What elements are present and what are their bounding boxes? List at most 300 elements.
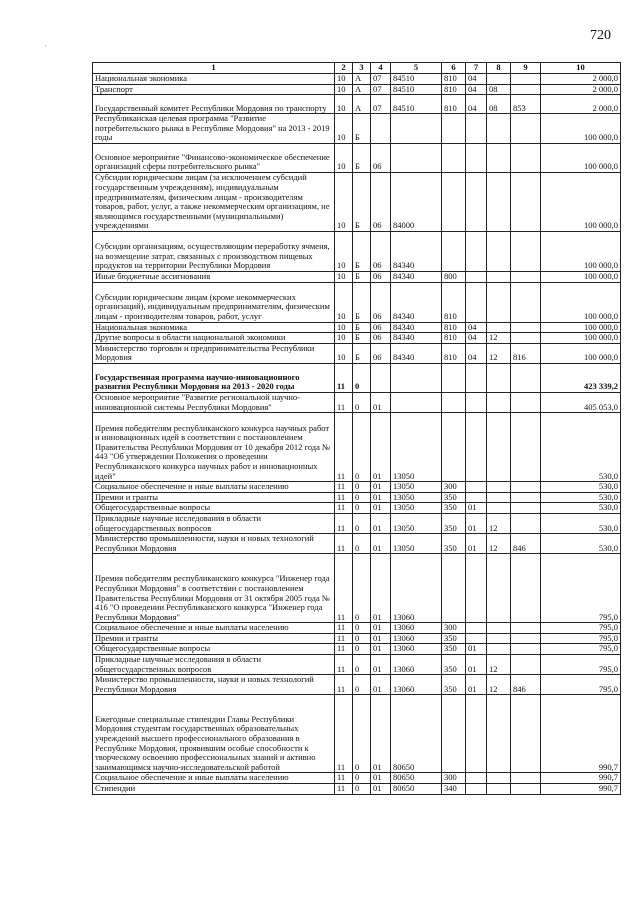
code-cell: Б xyxy=(353,282,371,322)
table-row xyxy=(93,74,621,85)
amount-cell: 795,0 xyxy=(541,644,621,655)
code-cell: 0 xyxy=(353,482,371,493)
code-cell: 0 xyxy=(353,644,371,655)
table-row xyxy=(93,655,621,675)
code-cell: 11 xyxy=(335,554,353,623)
code-cell: 04 xyxy=(466,74,487,85)
amount-cell: 2 000,0 xyxy=(541,74,621,85)
code-cell: 07 xyxy=(371,84,391,95)
code-cell: 300 xyxy=(442,482,466,493)
code-cell xyxy=(487,282,511,322)
code-cell: 13060 xyxy=(391,633,442,644)
code-cell: 810 xyxy=(442,95,466,114)
code-cell xyxy=(511,655,541,675)
code-cell: 13060 xyxy=(391,655,442,675)
code-cell xyxy=(487,633,511,644)
code-cell xyxy=(466,413,487,482)
code-cell: 350 xyxy=(442,503,466,514)
code-cell xyxy=(466,172,487,231)
code-cell: 80650 xyxy=(391,773,442,784)
code-cell: 13050 xyxy=(391,492,442,503)
code-cell: 04 xyxy=(466,322,487,333)
code-cell xyxy=(487,363,511,392)
table-row xyxy=(93,322,621,333)
table-header-row xyxy=(93,63,621,74)
code-cell: 11 xyxy=(335,623,353,634)
row-name-cell: Прикладные научные исследования в области общегосударственных вопросов xyxy=(93,513,335,533)
amount-cell: 100 000,0 xyxy=(541,343,621,363)
code-cell xyxy=(487,392,511,412)
code-cell: 13060 xyxy=(391,623,442,634)
row-name-cell: Субсидии организациям, осуществляющим переработку ячменя, на возмещение затрат, связанных с производством пищевых продуктов на территории Республики Мордовия xyxy=(93,231,335,271)
code-cell: 11 xyxy=(335,784,353,795)
code-cell: 300 xyxy=(442,623,466,634)
code-cell xyxy=(511,74,541,85)
code-cell: 04 xyxy=(466,333,487,344)
code-cell: 84340 xyxy=(391,231,442,271)
code-cell: 11 xyxy=(335,655,353,675)
code-cell: 13050 xyxy=(391,482,442,493)
amount-cell: 100 000,0 xyxy=(541,172,621,231)
code-cell xyxy=(487,784,511,795)
code-cell: 84340 xyxy=(391,343,442,363)
code-cell: 0 xyxy=(353,633,371,644)
code-cell: 01 xyxy=(371,413,391,482)
code-cell xyxy=(511,271,541,282)
row-name-cell: Премия победителям республиканского конкурса "Инженер года Республики Мордовия" в соответствии с постановлением Правительства Республики Мордовия от 31 октября 2005 года № 416 "О проведении Республиканского конкурса "Инженер года Республики Мордовия" xyxy=(93,554,335,623)
code-cell xyxy=(466,271,487,282)
table-row xyxy=(93,554,621,623)
code-cell: 340 xyxy=(442,784,466,795)
code-cell: 0 xyxy=(353,413,371,482)
code-cell xyxy=(391,143,442,172)
code-cell: 350 xyxy=(442,492,466,503)
code-cell: 01 xyxy=(371,675,391,695)
code-cell: 11 xyxy=(335,633,353,644)
table-row xyxy=(93,784,621,795)
code-cell xyxy=(466,143,487,172)
budget-table xyxy=(92,62,621,795)
row-name-cell: Другие вопросы в области национальной экономики xyxy=(93,333,335,344)
table-row xyxy=(93,84,621,95)
code-cell xyxy=(466,482,487,493)
code-cell xyxy=(511,503,541,514)
code-cell: 84510 xyxy=(391,84,442,95)
code-cell xyxy=(466,231,487,271)
code-cell xyxy=(487,695,511,773)
code-cell: 11 xyxy=(335,695,353,773)
code-cell: 350 xyxy=(442,644,466,655)
code-cell: 08 xyxy=(487,84,511,95)
code-cell: 846 xyxy=(511,534,541,554)
code-cell: 11 xyxy=(335,503,353,514)
code-cell xyxy=(511,633,541,644)
code-cell: 810 xyxy=(442,74,466,85)
code-cell: 01 xyxy=(466,503,487,514)
row-name-cell: Субсидии юридическим лицам (за исключением субсидий государственным учреждениям), индивидуальным предпринимателям, физическим лицам - производителям товаров, работ, услуг, а также некоммерческим организациям, не являющимся государственными (муниципальными) учреждениями xyxy=(93,172,335,231)
code-cell: 10 xyxy=(335,333,353,344)
code-cell xyxy=(487,74,511,85)
table-row xyxy=(93,282,621,322)
column-header: 3 xyxy=(353,63,371,74)
code-cell: 11 xyxy=(335,773,353,784)
table-row xyxy=(93,413,621,482)
row-name-cell: Национальная экономика xyxy=(93,74,335,85)
amount-cell: 2 000,0 xyxy=(541,84,621,95)
code-cell: 12 xyxy=(487,513,511,533)
table-body xyxy=(93,63,621,795)
code-cell xyxy=(511,114,541,144)
code-cell: 0 xyxy=(353,363,371,392)
code-cell: 01 xyxy=(371,644,391,655)
code-cell xyxy=(466,623,487,634)
table-row xyxy=(93,644,621,655)
code-cell: А xyxy=(353,84,371,95)
column-header: 4 xyxy=(371,63,391,74)
code-cell: 01 xyxy=(371,482,391,493)
code-cell: 350 xyxy=(442,655,466,675)
code-cell: 01 xyxy=(466,675,487,695)
code-cell xyxy=(487,172,511,231)
code-cell: Б xyxy=(353,114,371,144)
code-cell xyxy=(487,554,511,623)
code-cell xyxy=(511,695,541,773)
code-cell: 80650 xyxy=(391,784,442,795)
table-row xyxy=(93,695,621,773)
code-cell: 0 xyxy=(353,784,371,795)
code-cell: 01 xyxy=(371,784,391,795)
amount-cell: 795,0 xyxy=(541,675,621,695)
code-cell: 84510 xyxy=(391,95,442,114)
code-cell xyxy=(487,644,511,655)
code-cell: 07 xyxy=(371,95,391,114)
code-cell: 08 xyxy=(487,95,511,114)
code-cell: 01 xyxy=(371,513,391,533)
amount-cell: 530,0 xyxy=(541,503,621,514)
amount-cell: 530,0 xyxy=(541,492,621,503)
code-cell: 10 xyxy=(335,114,353,144)
amount-cell: 100 000,0 xyxy=(541,333,621,344)
code-cell xyxy=(487,322,511,333)
row-name-cell: Государственный комитет Республики Мордовия по транспорту xyxy=(93,95,335,114)
row-name-cell: Государственная программа научно-инновационного развития Республики Мордовия на 2013 - 2020 годы xyxy=(93,363,335,392)
page-number: 720 xyxy=(590,28,611,43)
code-cell: 01 xyxy=(371,554,391,623)
amount-cell: 795,0 xyxy=(541,623,621,634)
code-cell: 0 xyxy=(353,534,371,554)
code-cell xyxy=(487,231,511,271)
column-header: 7 xyxy=(466,63,487,74)
code-cell: 350 xyxy=(442,675,466,695)
code-cell: 10 xyxy=(335,74,353,85)
row-name-cell: Ежегодные специальные стипендии Главы Республики Мордовия студентам государственных образовательных учреждений высшего профессионального образования в Республике Мордовия, проявившим особые способности к творческому освоению профессиональных знаний и активно занимающимся научно-исследовательской работой xyxy=(93,695,335,773)
code-cell: Б xyxy=(353,343,371,363)
table-row xyxy=(93,492,621,503)
code-cell xyxy=(466,392,487,412)
code-cell xyxy=(511,143,541,172)
amount-cell: 795,0 xyxy=(541,633,621,644)
code-cell xyxy=(466,363,487,392)
column-header: 6 xyxy=(442,63,466,74)
row-name-cell: Стипендии xyxy=(93,784,335,795)
code-cell: Б xyxy=(353,231,371,271)
code-cell xyxy=(487,114,511,144)
code-cell: 13050 xyxy=(391,503,442,514)
code-cell: 13050 xyxy=(391,413,442,482)
code-cell xyxy=(391,114,442,144)
row-name-cell: Общегосударственные вопросы xyxy=(93,503,335,514)
code-cell xyxy=(371,363,391,392)
table-row xyxy=(93,271,621,282)
code-cell: 11 xyxy=(335,482,353,493)
code-cell: 04 xyxy=(466,84,487,95)
code-cell: 01 xyxy=(371,623,391,634)
code-cell: 10 xyxy=(335,271,353,282)
code-cell: А xyxy=(353,95,371,114)
row-name-cell: Республиканская целевая программа "Развитие потребительского рынка в Республике Мордовия" на 2013 - 2019 годы xyxy=(93,114,335,144)
code-cell xyxy=(466,695,487,773)
code-cell: 01 xyxy=(371,655,391,675)
amount-cell: 990,7 xyxy=(541,773,621,784)
code-cell: 11 xyxy=(335,534,353,554)
code-cell: 84340 xyxy=(391,333,442,344)
code-cell xyxy=(511,392,541,412)
amount-cell: 100 000,0 xyxy=(541,114,621,144)
code-cell: 13060 xyxy=(391,675,442,695)
code-cell: 350 xyxy=(442,633,466,644)
code-cell: Б xyxy=(353,271,371,282)
code-cell xyxy=(466,492,487,503)
code-cell: 12 xyxy=(487,333,511,344)
amount-cell: 795,0 xyxy=(541,655,621,675)
code-cell: Б xyxy=(353,172,371,231)
table-row xyxy=(93,534,621,554)
code-cell xyxy=(511,482,541,493)
code-cell xyxy=(487,482,511,493)
code-cell: 0 xyxy=(353,675,371,695)
table-row xyxy=(93,773,621,784)
table-row xyxy=(93,513,621,533)
code-cell: 13050 xyxy=(391,513,442,533)
code-cell: 11 xyxy=(335,513,353,533)
amount-cell: 100 000,0 xyxy=(541,322,621,333)
code-cell xyxy=(511,623,541,634)
code-cell: 13060 xyxy=(391,644,442,655)
amount-cell: 100 000,0 xyxy=(541,143,621,172)
code-cell: 01 xyxy=(466,655,487,675)
code-cell: 01 xyxy=(371,492,391,503)
code-cell xyxy=(511,84,541,95)
code-cell xyxy=(511,492,541,503)
code-cell: 0 xyxy=(353,695,371,773)
code-cell: 0 xyxy=(353,554,371,623)
code-cell: 06 xyxy=(371,282,391,322)
row-name-cell: Прикладные научные исследования в области общегосударственных вопросов xyxy=(93,655,335,675)
code-cell: 06 xyxy=(371,231,391,271)
table-row xyxy=(93,172,621,231)
amount-cell: 100 000,0 xyxy=(541,271,621,282)
code-cell xyxy=(466,784,487,795)
row-name-cell: Социальное обеспечение и иные выплаты населению xyxy=(93,773,335,784)
table-row xyxy=(93,95,621,114)
amount-cell: 100 000,0 xyxy=(541,231,621,271)
row-name-cell: Социальное обеспечение и иные выплаты населению xyxy=(93,482,335,493)
code-cell xyxy=(442,554,466,623)
code-cell: Б xyxy=(353,333,371,344)
code-cell xyxy=(466,773,487,784)
code-cell xyxy=(442,392,466,412)
code-cell: 10 xyxy=(335,172,353,231)
code-cell xyxy=(442,231,466,271)
amount-cell: 990,7 xyxy=(541,784,621,795)
amount-cell: 405 053,0 xyxy=(541,392,621,412)
code-cell: 10 xyxy=(335,322,353,333)
column-header: 1 xyxy=(93,63,335,74)
code-cell xyxy=(442,695,466,773)
code-cell: А xyxy=(353,74,371,85)
table-row xyxy=(93,675,621,695)
code-cell xyxy=(511,644,541,655)
code-cell xyxy=(466,282,487,322)
code-cell: Б xyxy=(353,322,371,333)
code-cell xyxy=(511,231,541,271)
code-cell: 0 xyxy=(353,773,371,784)
code-cell xyxy=(511,172,541,231)
row-name-cell: Социальное обеспечение и иные выплаты населению xyxy=(93,623,335,634)
code-cell: 06 xyxy=(371,343,391,363)
code-cell: 84340 xyxy=(391,271,442,282)
table-row xyxy=(93,623,621,634)
code-cell: 06 xyxy=(371,172,391,231)
scan-mark: · xyxy=(44,42,47,51)
amount-cell: 530,0 xyxy=(541,482,621,493)
code-cell xyxy=(487,773,511,784)
code-cell: 01 xyxy=(371,773,391,784)
code-cell: 0 xyxy=(353,392,371,412)
code-cell xyxy=(511,513,541,533)
code-cell: 853 xyxy=(511,95,541,114)
table-row xyxy=(93,503,621,514)
column-header: 9 xyxy=(511,63,541,74)
code-cell xyxy=(442,143,466,172)
row-name-cell: Транспорт xyxy=(93,84,335,95)
amount-cell: 530,0 xyxy=(541,513,621,533)
code-cell xyxy=(487,503,511,514)
code-cell: 12 xyxy=(487,675,511,695)
code-cell: 11 xyxy=(335,363,353,392)
code-cell: 11 xyxy=(335,413,353,482)
code-cell: 300 xyxy=(442,773,466,784)
code-cell: 06 xyxy=(371,143,391,172)
code-cell xyxy=(487,492,511,503)
code-cell: 06 xyxy=(371,333,391,344)
code-cell xyxy=(511,333,541,344)
code-cell: 01 xyxy=(371,695,391,773)
row-name-cell: Министерство торговли и предпринимательства Республики Мордовия xyxy=(93,343,335,363)
code-cell: 810 xyxy=(442,282,466,322)
row-name-cell: Министерство промышленности, науки и новых технологий Республики Мордовия xyxy=(93,534,335,554)
table-row xyxy=(93,114,621,144)
code-cell: 04 xyxy=(466,95,487,114)
code-cell: 01 xyxy=(371,392,391,412)
table-row xyxy=(93,231,621,271)
row-name-cell: Премии и гранты xyxy=(93,492,335,503)
code-cell xyxy=(487,143,511,172)
code-cell: 06 xyxy=(371,322,391,333)
amount-cell: 423 339,2 xyxy=(541,363,621,392)
code-cell: 80650 xyxy=(391,695,442,773)
code-cell: 810 xyxy=(442,343,466,363)
code-cell: 816 xyxy=(511,343,541,363)
code-cell xyxy=(511,773,541,784)
code-cell: 12 xyxy=(487,343,511,363)
code-cell: 13060 xyxy=(391,554,442,623)
code-cell: 01 xyxy=(371,633,391,644)
code-cell xyxy=(511,282,541,322)
table-row xyxy=(93,363,621,392)
table-row xyxy=(93,633,621,644)
code-cell: 12 xyxy=(487,655,511,675)
row-name-cell: Субсидии юридическим лицам (кроме некоммерческих организаций), индивидуальным предпринимателям, физическим лицам - производителям товаров, работ, услуг xyxy=(93,282,335,322)
code-cell: 07 xyxy=(371,74,391,85)
code-cell: 810 xyxy=(442,322,466,333)
amount-cell: 530,0 xyxy=(541,413,621,482)
code-cell xyxy=(391,392,442,412)
code-cell xyxy=(511,554,541,623)
code-cell: 84000 xyxy=(391,172,442,231)
code-cell xyxy=(487,271,511,282)
code-cell: 0 xyxy=(353,623,371,634)
code-cell xyxy=(442,413,466,482)
code-cell: 11 xyxy=(335,392,353,412)
code-cell xyxy=(442,172,466,231)
code-cell: 04 xyxy=(466,343,487,363)
code-cell xyxy=(391,363,442,392)
code-cell: 10 xyxy=(335,143,353,172)
code-cell xyxy=(466,554,487,623)
code-cell: 01 xyxy=(371,534,391,554)
code-cell: 0 xyxy=(353,513,371,533)
code-cell xyxy=(511,363,541,392)
code-cell xyxy=(442,114,466,144)
row-name-cell: Премии и гранты xyxy=(93,633,335,644)
code-cell: 11 xyxy=(335,675,353,695)
code-cell: 01 xyxy=(466,644,487,655)
code-cell: 0 xyxy=(353,655,371,675)
code-cell: 10 xyxy=(335,231,353,271)
code-cell xyxy=(511,784,541,795)
code-cell: 846 xyxy=(511,675,541,695)
code-cell: 0 xyxy=(353,503,371,514)
code-cell: 800 xyxy=(442,271,466,282)
code-cell: 11 xyxy=(335,644,353,655)
table-row xyxy=(93,482,621,493)
column-header: 10 xyxy=(541,63,621,74)
amount-cell: 2 000,0 xyxy=(541,95,621,114)
code-cell xyxy=(466,114,487,144)
code-cell xyxy=(371,114,391,144)
row-name-cell: Основное мероприятие "Развитие региональной научно-инновационной системы Республики Мордовия" xyxy=(93,392,335,412)
column-header: 2 xyxy=(335,63,353,74)
amount-cell: 530,0 xyxy=(541,534,621,554)
row-name-cell: Премия победителям республиканского конкурса научных работ и инновационных идей в соответствии с постановлением Правительства Республики Мордовия от 10 декабря 2012 года № 443 "Об утверждении Положения о проведении Республиканского конкурса научных работ и инновационных идей" xyxy=(93,413,335,482)
code-cell: 350 xyxy=(442,534,466,554)
code-cell xyxy=(511,413,541,482)
amount-cell: 990,7 xyxy=(541,695,621,773)
code-cell: 06 xyxy=(371,271,391,282)
code-cell: 10 xyxy=(335,343,353,363)
amount-cell: 795,0 xyxy=(541,554,621,623)
